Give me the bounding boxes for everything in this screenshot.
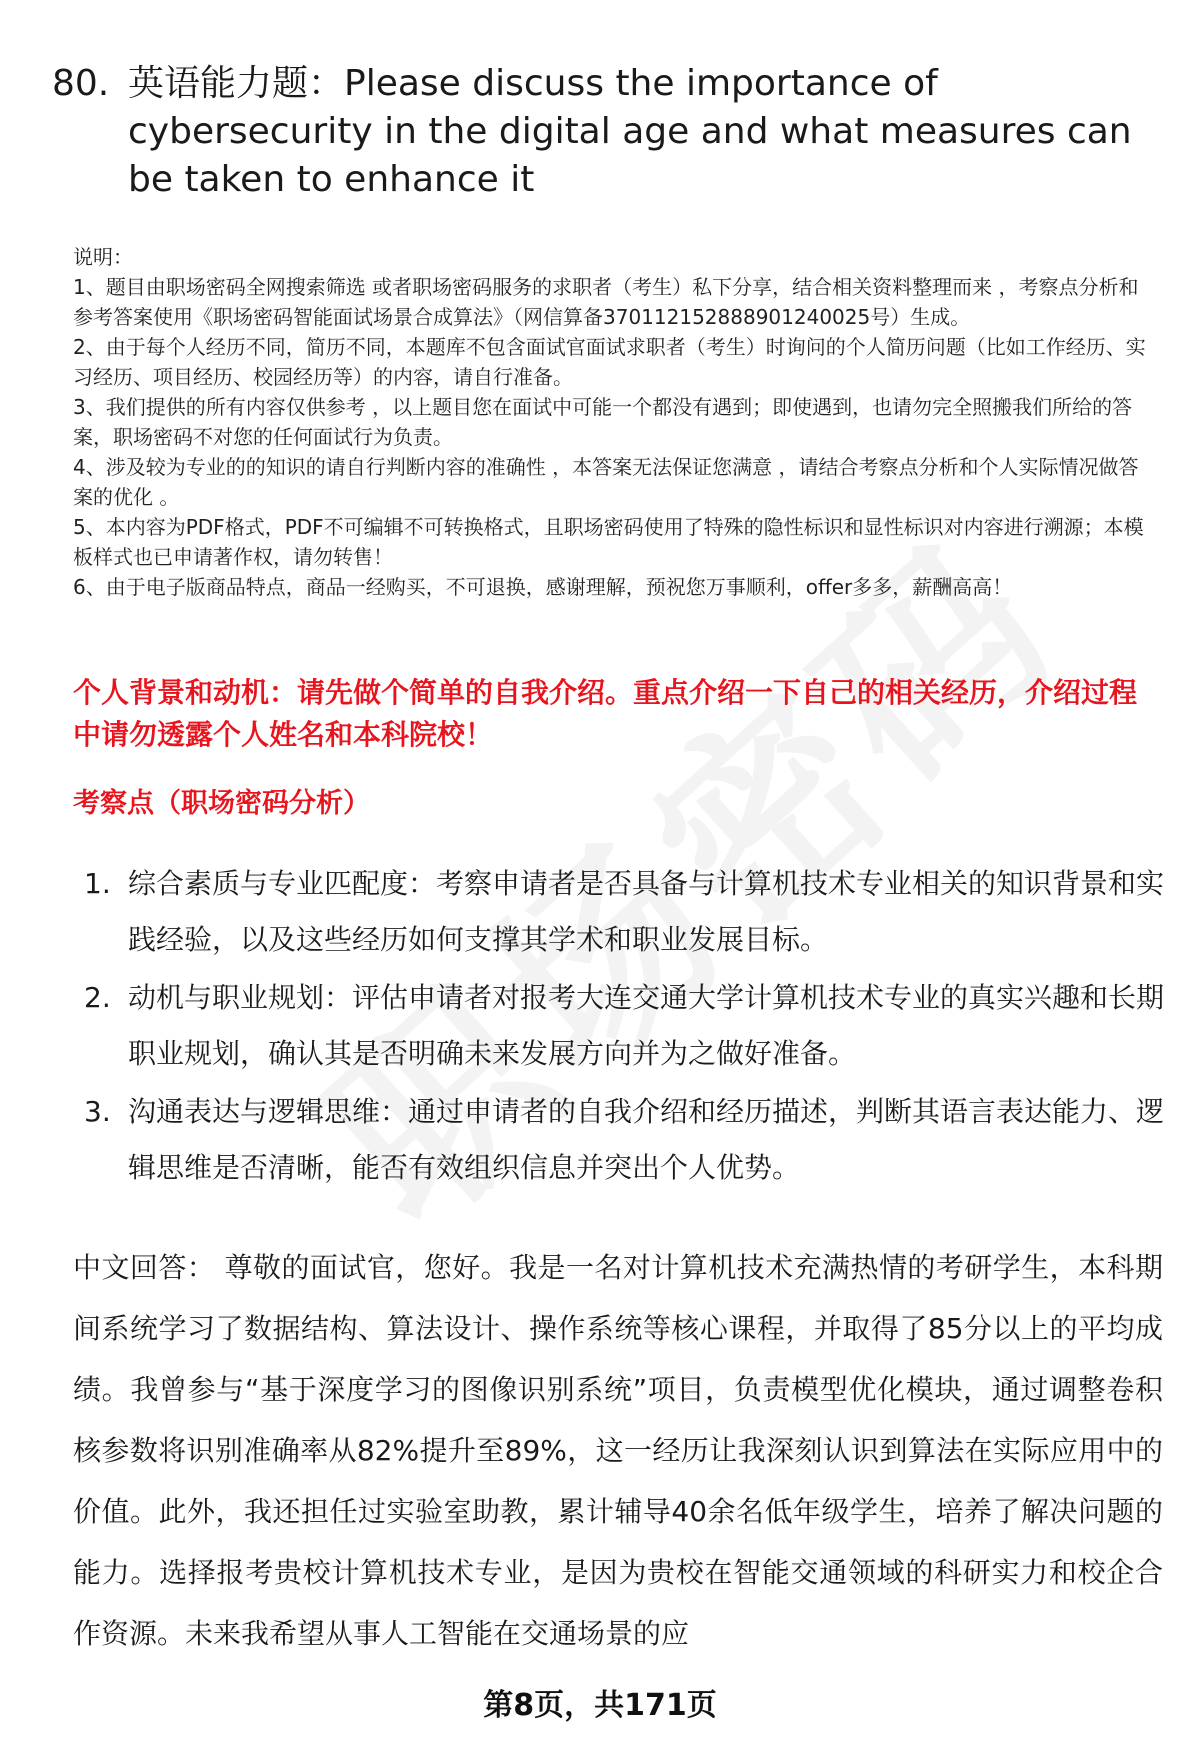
analysis-heading: 考察点（职场密码分析） [73, 788, 370, 819]
note-item: 6、由于电子版商品特点，商品一经购买，不可退换，感谢理解，预祝您万事顺利，offer多多，薪酬高高！ [73, 575, 1013, 599]
note-item: 2、由于每个人经历不同，简历不同，本题库不包含面试官面试求职者（考生）时询问的个人简历问题（比如工作经历、实习经历、项目经历、校园经历等）的内容，请自行准备。 [73, 335, 1146, 389]
question-number: 80. [52, 63, 110, 104]
analysis-points-list [84, 856, 1164, 1198]
chinese-answer: 中文回答： 尊敬的面试官，您好。我是一名对计算机技术充满热情的考研学生，本科期间系统学习了数据结构、算法设计、操作系统等核心课程，并取得了85分以上的平均成绩。我曾参与“基于深度学习的图像识别系统”项目，负责模型优化模块，通过调整卷积核参数将识别准确率从82%提升至89%，这一经历让我深刻认识到算法在实际应用中的价值。此外，我还担任过实验室助教，累计辅导40余名低年级学生，培养了解决问题的能力。选择报考贵校计算机技术专业，是因为贵校在智能交通领域的科研实力和校企合作资源。未来我希望从事人工智能在交通场景的应 [73, 1251, 1163, 1650]
notes-heading: 说明： [73, 245, 133, 269]
point-index: 2. [84, 981, 111, 1014]
background-heading: 个人背景和动机：请先做个简单的自我介绍。重点介绍一下自己的相关经历，介绍过程中请勿透露个人姓名和本科院校！ [73, 676, 1138, 751]
question-title [52, 60, 1162, 204]
notes-section [73, 242, 1158, 602]
question-text: 英语能力题：Please discuss the importance of cybersecurity in the digital age and what measures can be taken to enhance it [128, 63, 1132, 200]
note-item: 4、涉及较为专业的的知识的请自行判断内容的准确性 ，本答案无法保证您满意 ，请结合考察点分析和个人实际情况做答案的优化 。 [73, 455, 1139, 509]
note-item: 3、我们提供的所有内容仅供参考 ，以上题目您在面试中可能一个都没有遇到；即使遇到，也请勿完全照搬我们所给的答案，职场密码不对您的任何面试行为负责。 [73, 395, 1133, 449]
analysis-point [84, 970, 1164, 1082]
page-footer: 第8页，共171页 [483, 1688, 717, 1723]
point-index: 1. [84, 867, 111, 900]
point-text: 综合素质与专业匹配度：考察申请者是否具备与计算机技术专业相关的知识背景和实践经验，以及这些经历如何支撑其学术和职业发展目标。 [128, 867, 1165, 956]
note-item: 5、本内容为PDF格式，PDF不可编辑不可转换格式，且职场密码使用了特殊的隐性标识和显性标识对内容进行溯源；本模板样式也已申请著作权，请勿转售！ [73, 515, 1144, 569]
point-text: 沟通表达与逻辑思维：通过申请者的自我介绍和经历描述，判断其语言表达能力、逻辑思维是否清晰，能否有效组织信息并突出个人优势。 [128, 1095, 1165, 1184]
note-item: 1、题目由职场密码全网搜索筛选 或者职场密码服务的求职者（考生）私下分享，结合相关资料整理而来 ，考察点分析和参考答案使用《职场密码智能面试场景合成算法》（网信算备370112152888901240025号）生成。 [73, 275, 1139, 329]
point-text: 动机与职业规划：评估申请者对报考大连交通大学计算机技术专业的真实兴趣和长期职业规划，确认其是否明确未来发展方向并为之做好准备。 [128, 981, 1165, 1070]
point-index: 3. [84, 1095, 111, 1128]
analysis-point [84, 1084, 1164, 1196]
analysis-point [84, 856, 1164, 968]
